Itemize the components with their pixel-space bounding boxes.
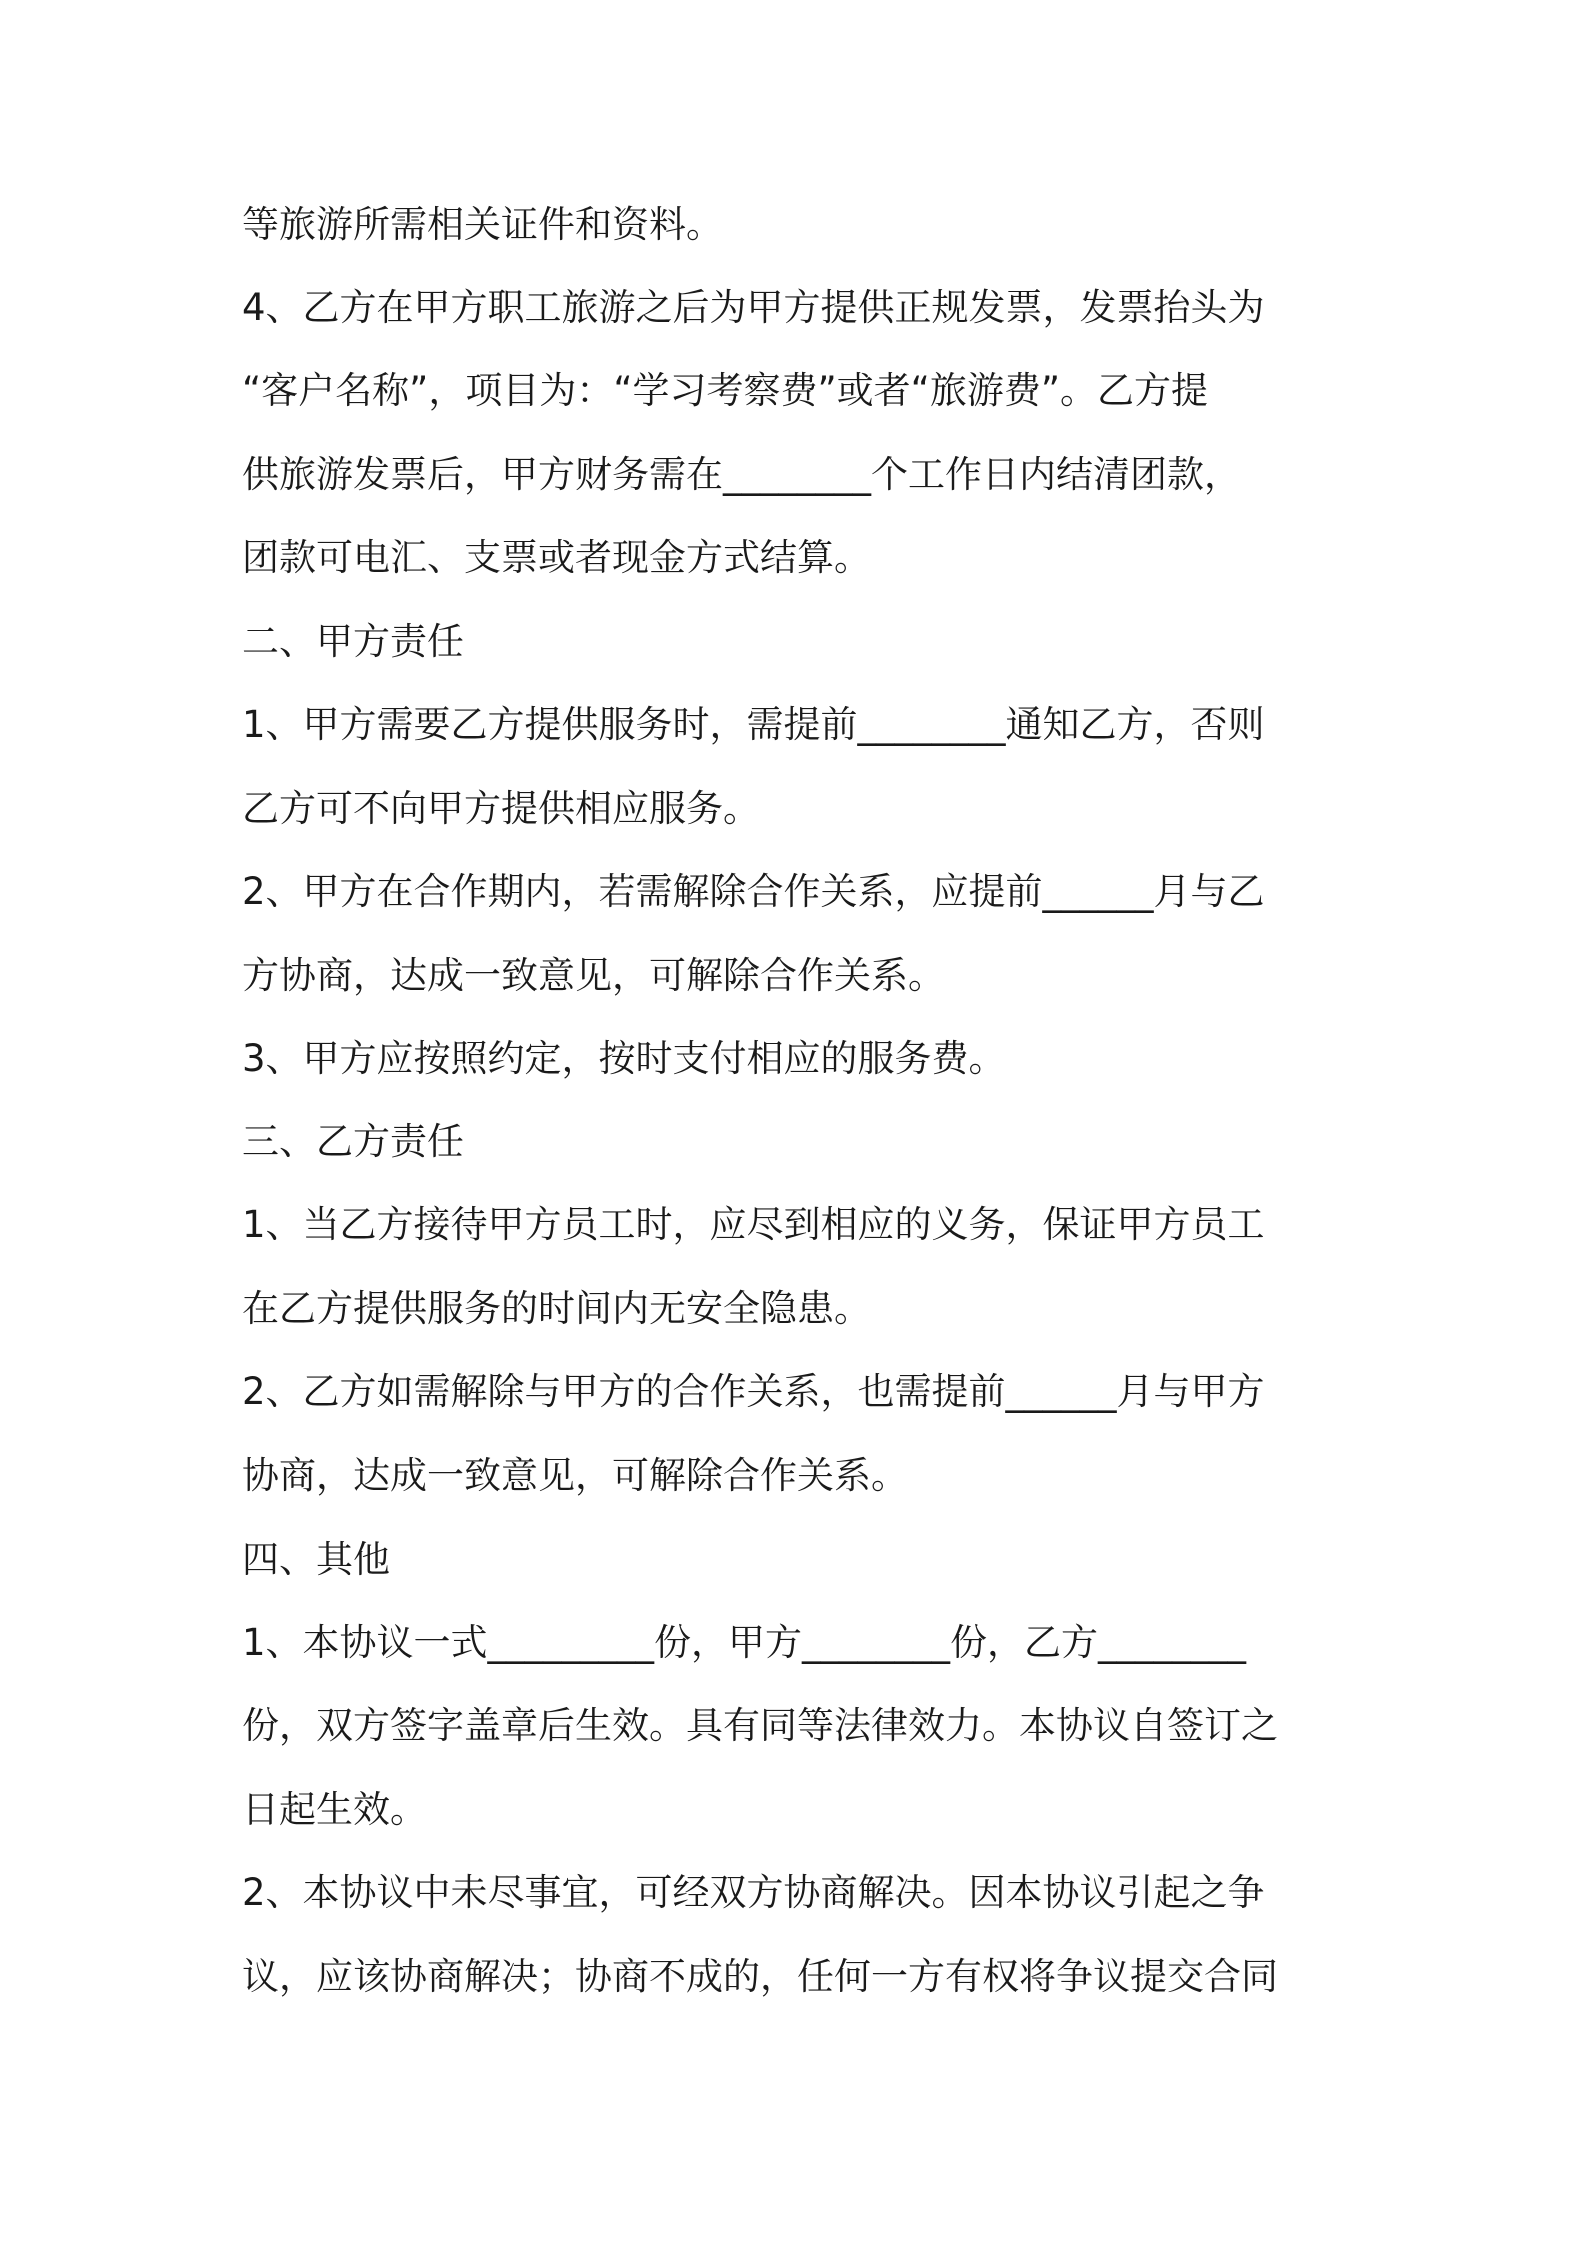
section-heading: 四、其他	[242, 1538, 390, 1581]
text-line: 1、甲方需要乙方提供服务时，需提前________通知乙方，否则	[242, 703, 1265, 746]
text-line: “客户名称”，项目为：“学习考察费”或者“旅游费”。乙方提	[242, 369, 1209, 412]
text-line: 2、乙方如需解除与甲方的合作关系，也需提前______月与甲方	[242, 1370, 1265, 1413]
text-line: 日起生效。	[242, 1788, 427, 1831]
section-heading: 二、甲方责任	[242, 620, 464, 663]
text-line: 在乙方提供服务的时间内无安全隐患。	[242, 1287, 871, 1330]
text-line: 1、当乙方接待甲方员工时，应尽到相应的义务，保证甲方员工	[242, 1203, 1265, 1246]
text-line: 协商，达成一致意见，可解除合作关系。	[242, 1454, 908, 1497]
text-line: 份，双方签字盖章后生效。具有同等法律效力。本协议自签订之	[242, 1704, 1278, 1747]
text-line: 4、乙方在甲方职工旅游之后为甲方提供正规发票，发票抬头为	[242, 286, 1265, 329]
text-line: 议，应该协商解决；协商不成的，任何一方有权将争议提交合同	[242, 1955, 1278, 1998]
text-line: 2、本协议中未尽事宜，可经双方协商解决。因本协议引起之争	[242, 1871, 1265, 1914]
section-heading: 三、乙方责任	[242, 1120, 464, 1163]
text-line: 1、本协议一式_________份，甲方________份，乙方________	[242, 1621, 1247, 1664]
text-line: 3、甲方应按照约定，按时支付相应的服务费。	[242, 1037, 1006, 1080]
text-line: 方协商，达成一致意见，可解除合作关系。	[242, 954, 945, 997]
text-line: 团款可电汇、支票或者现金方式结算。	[242, 536, 871, 579]
text-line: 供旅游发票后，甲方财务需在________个工作日内结清团款，	[242, 453, 1241, 496]
text-line: 乙方可不向甲方提供相应服务。	[242, 787, 760, 830]
text-line: 2、甲方在合作期内，若需解除合作关系，应提前______月与乙	[242, 870, 1265, 913]
text-line: 等旅游所需相关证件和资料。	[242, 203, 723, 246]
